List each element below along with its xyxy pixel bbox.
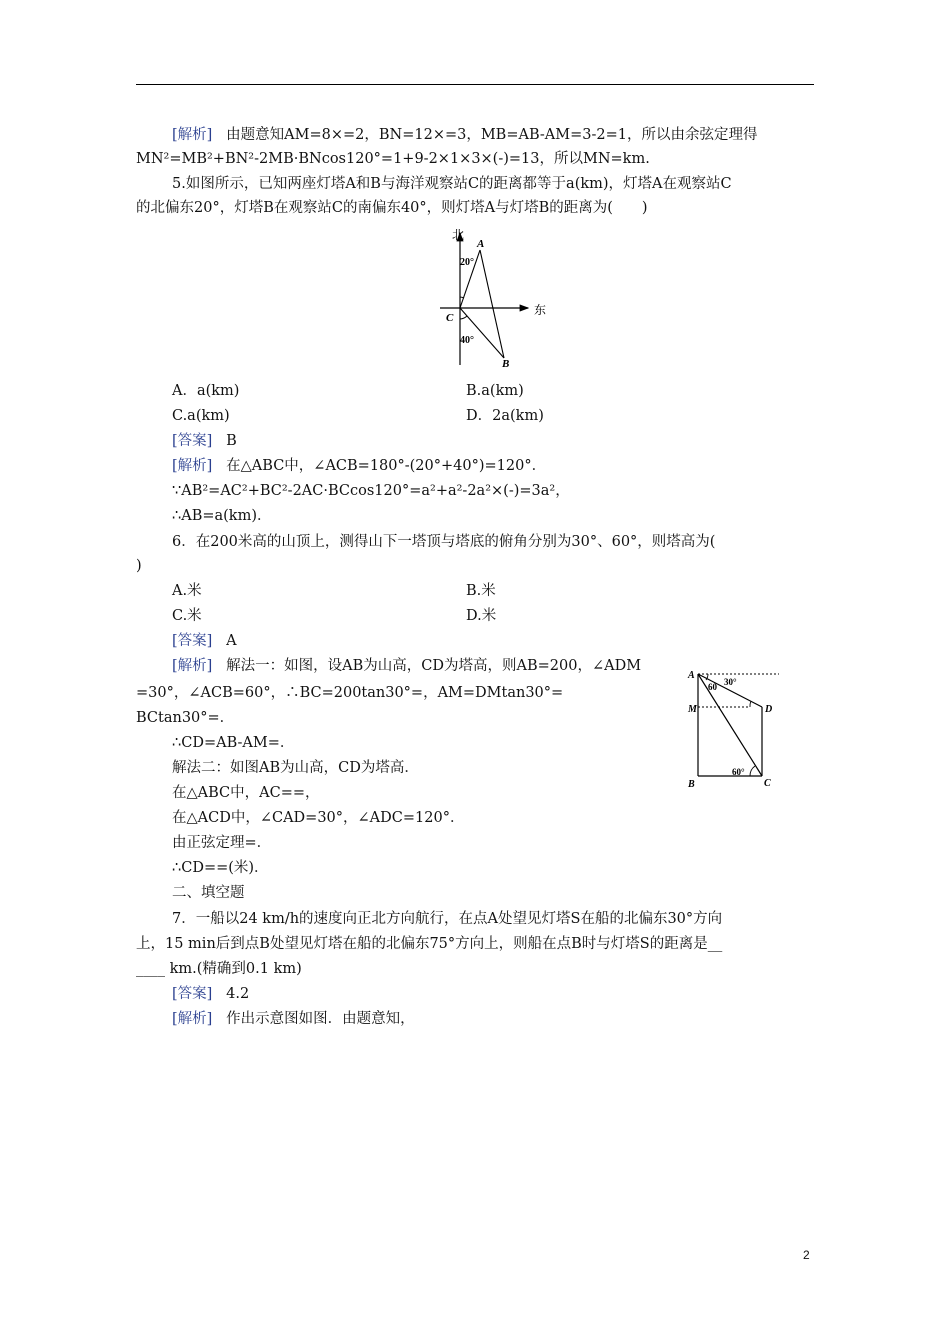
east-label: 东: [534, 303, 547, 317]
q6-analysis-line-3: BCtan30°=．: [136, 710, 235, 726]
answer-tag: [答案]: [172, 433, 213, 449]
header-rule: [136, 84, 814, 85]
q6-line-4: ∴CD=AB-AM=．: [172, 735, 295, 751]
q5-option-d: D．2a(km): [466, 408, 544, 424]
q4-analysis-line-2: MN²=MB²+BN²-2MB·BNcos120°=1+9-2×1×3×(-)=13，所以MN=km.: [136, 151, 650, 167]
q6-line-6: 在△ABC中，AC==，: [172, 785, 320, 801]
analysis-tag: [解析]: [172, 127, 213, 143]
segment-cb: [460, 308, 504, 358]
q6-option-c: C.米: [172, 608, 202, 624]
q5-option-b: B.a(km): [466, 383, 524, 399]
angle-arc-40: [460, 316, 467, 319]
angle-60c-label: 60°: [732, 767, 745, 777]
q5-stem-line-1: 5.如图所示，已知两座灯塔A和B与海洋观察站C的距离都等于a(km)，灯塔A在观察站C: [172, 176, 732, 192]
q7-analysis-line-1: [解析] 作出示意图如图．由题意知，: [172, 1011, 415, 1027]
analysis-tag: [解析]: [172, 458, 213, 474]
q7-stem-line-3: ____ km.(精确到0.1 km): [136, 961, 302, 977]
q5-answer: [答案] B: [172, 433, 237, 449]
q6-analysis-line-1: [解析] 解法一：如图，设AB为山高，CD为塔高，则AB=200，∠ADM: [172, 658, 642, 674]
q6-line-7: 在△ACD中，∠CAD=30°，∠ADC=120°．: [172, 810, 465, 826]
north-label: 北: [452, 228, 465, 242]
q7-answer: [答案] 4.2: [172, 986, 250, 1002]
q6-stem-line-2: ): [136, 558, 142, 574]
segment-ab: [480, 250, 504, 358]
analysis-tag: [解析]: [172, 1011, 213, 1027]
analysis-tag: [解析]: [172, 658, 213, 674]
answer-tag: [答案]: [172, 633, 213, 649]
angle-arc-c: [750, 766, 755, 776]
point-a-label: A: [688, 670, 695, 681]
angle-arc-d: [750, 701, 751, 707]
point-b-label: B: [502, 358, 510, 370]
q6-analysis-line-2: =30°，∠ACB=60°，∴BC=200tan30°=，AM=DMtan30°=: [136, 685, 564, 701]
q5-analysis-line-2: ∵AB²=AC²+BC²-2AC·BCcos120°=a²+a²-2a²×(-)=3a²，: [172, 483, 570, 499]
angle-20-label: 20°: [460, 257, 474, 268]
q6-line-9: ∴CD==(米)．: [172, 860, 269, 876]
point-a-label: A: [477, 238, 485, 250]
q5-analysis-line-1: [解析] 在△ABC中，∠ACB=180°-(20°+40°)=120°．: [172, 458, 547, 474]
q4-analysis-line-1: [解析] 由题意知AM=8×=2，BN=12×=3，MB=AB-AM=3-2=1，所以由余弦定理得: [172, 127, 758, 143]
q7-stem-line-1: 7．一船以24 km/h的速度向正北方向航行，在点A处望见灯塔S在船的北偏东30°方向: [172, 911, 723, 927]
q5-stem-line-2: 的北偏东20°，灯塔B在观察站C的南偏东40°，则灯塔A与灯塔B的距离为( ): [136, 200, 648, 216]
angle-40-label: 40°: [460, 335, 474, 346]
q5-option-a: A．a(km): [172, 383, 240, 399]
point-m-label: M: [688, 704, 697, 715]
q5-figure: [440, 225, 555, 370]
q6-answer: [答案] A: [172, 633, 237, 649]
q6-option-b: B.米: [466, 583, 496, 599]
q7-stem-line-2: 上，15 min后到点B处望见灯塔在船的北偏东75°方向上，则船在点B时与灯塔S的距离是__: [136, 936, 723, 952]
point-d-label: D: [765, 704, 773, 715]
point-c-label: C: [764, 778, 771, 789]
point-c-label: C: [446, 312, 454, 324]
section-2-heading: 二、填空题: [172, 885, 245, 901]
page-number: 2: [803, 1248, 810, 1262]
q6-figure: [684, 664, 784, 792]
q6-line-5: 解法二：如图AB为山高，CD为塔高．: [172, 760, 419, 776]
q6-stem-line-1: 6．在200米高的山顶上，测得山下一塔顶与塔底的俯角分别为30°、60°，则塔高为(: [172, 534, 716, 550]
angle-60a-label: 60: [708, 682, 717, 692]
q6-option-d: D.米: [466, 608, 497, 624]
q5-option-c: C.a(km): [172, 408, 230, 424]
q6-line-8: 由正弦定理=．: [172, 835, 272, 851]
angle-30-label: 30°: [724, 677, 737, 687]
q5-analysis-line-3: ∴AB=a(km)．: [172, 508, 272, 524]
point-b-label: B: [688, 779, 695, 790]
answer-tag: [答案]: [172, 986, 213, 1002]
q6-option-a: A.米: [172, 583, 202, 599]
